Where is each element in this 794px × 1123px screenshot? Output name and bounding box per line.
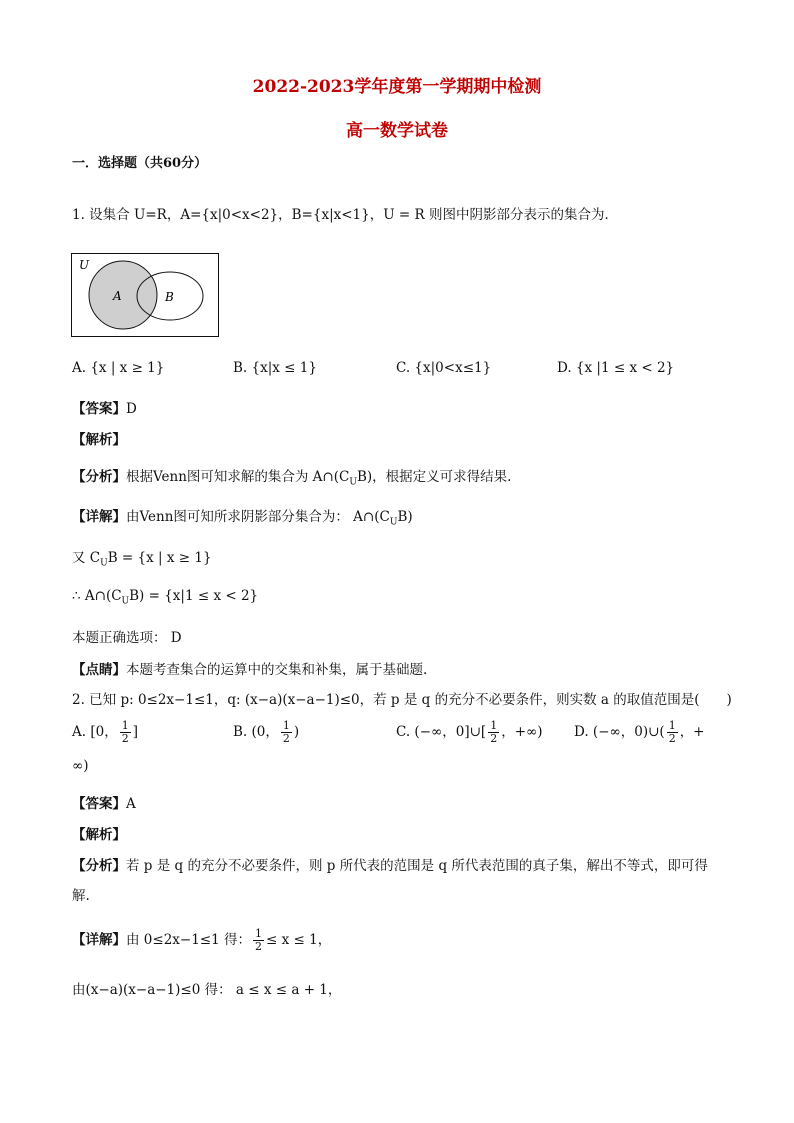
- section-heading: 一．选择题（共60分）: [72, 156, 208, 171]
- q1-derivation-line-1: [72, 546, 212, 569]
- q1-fenxi-tag: 【分析】: [72, 469, 126, 485]
- venn-label-a: A: [113, 289, 122, 303]
- q1-xiangjie-text: 由Venn图可知所求阴影部分集合为： A∩(C: [126, 509, 390, 525]
- venn-diagram: [71, 253, 219, 337]
- q1-line2-a: 又 C: [72, 550, 101, 566]
- venn-label-b: B: [165, 290, 174, 304]
- fraction-one-half: $\frac{1}{2}$: [121, 719, 129, 745]
- q1-line3-a: ∴ A∩(C: [72, 588, 122, 604]
- q2-xiangjie-post: ≤ x ≤ 1，: [266, 932, 332, 948]
- q2-option-a-post: ]: [132, 724, 138, 740]
- q2-option-b: [233, 720, 299, 745]
- q1-option-c: C. {x|0<x≤1}: [396, 360, 492, 376]
- q2-fenxi: [72, 854, 708, 874]
- venn-label-u: U: [79, 258, 90, 272]
- q1-xiangjie-sub: U: [389, 517, 398, 528]
- q2-derivation-line: 由(x−a)(x−a−1)≤0 得： a ≤ x ≤ a + 1，: [72, 982, 342, 998]
- q1-derivation-line-2: [72, 588, 258, 607]
- q2-xiangjie-tag: 【详解】: [72, 932, 126, 948]
- q1-analysis-tag: 【解析】: [72, 432, 126, 448]
- q1-xiangjie-tail: B): [397, 509, 413, 525]
- q2-option-b-post: ): [293, 724, 300, 740]
- q1-line2-sub: U: [100, 558, 108, 569]
- fraction-one-half: $\frac{1}{2}$: [282, 719, 290, 745]
- fraction-one-half: $\frac{1}{2}$: [255, 927, 262, 953]
- q1-stem-text: 1. 设集合 U=R，A={x|0<x<2}，B={x|x<1}，: [72, 207, 384, 223]
- page-title: 2022-2023学年度第一学期期中检测: [252, 77, 542, 97]
- q1-fenxi: [72, 465, 511, 488]
- q1-answer-tag: 【答案】: [72, 401, 126, 417]
- q1-fenxi-text: 根据Venn图可知求解的集合为 A∩(C: [126, 469, 350, 485]
- venn-set-a-circle: [89, 261, 157, 329]
- q1-option-b: B. {x|x ≤ 1}: [233, 360, 317, 376]
- q2-option-d-wrap: ∞): [72, 758, 89, 774]
- q1-xiangjie: [72, 505, 413, 528]
- q1-dianjing-text: 本题考查集合的运算中的交集和补集，属于基础题.: [126, 662, 428, 678]
- q2-xiangjie: [72, 928, 331, 953]
- q1-stem: [72, 203, 618, 223]
- q1-answer: [72, 397, 137, 417]
- fraction-one-half: $\frac{1}{2}$: [490, 719, 498, 745]
- q1-answer-value: D: [126, 401, 137, 417]
- q2-option-d-post: ，+: [679, 724, 705, 740]
- q2-option-d-pre: D. (−∞，0)∪(: [574, 724, 665, 740]
- q1-fenxi-tail: B)，根据定义可求得结果.: [356, 469, 512, 485]
- q2-answer-value: A: [126, 796, 136, 812]
- fraction-one-half: $\frac{1}{2}$: [668, 719, 676, 745]
- q1-option-d: D. {x |1 ≤ x < 2}: [557, 360, 675, 376]
- q1-stem-tail: U = R 则图中阴影部分表示的集合为．: [383, 207, 618, 223]
- q2-answer: [72, 792, 136, 812]
- q2-fenxi-wrap: 解.: [72, 888, 90, 904]
- q2-option-b-pre: B. (0，: [233, 724, 279, 740]
- q2-answer-tag: 【答案】: [72, 796, 126, 812]
- q2-xiangjie-pre: 由 0≤2x−1≤1 得：: [126, 932, 251, 948]
- q1-fenxi-sub: U: [349, 477, 357, 488]
- q1-correct-option: 本题正确选项： D: [72, 630, 182, 646]
- q2-fenxi-tag: 【分析】: [72, 858, 126, 874]
- q1-option-a: A. {x | x ≥ 1}: [72, 360, 165, 376]
- q2-fenxi-text: 若 p 是 q 的充分不必要条件，则 p 所代表的范围是 q 所代表范围的真子集，解出不等式，即可得: [126, 858, 708, 874]
- q2-option-c: [396, 720, 543, 745]
- q1-dianjing-tag: 【点睛】: [72, 662, 126, 678]
- q1-line2-b: B = {x | x ≥ 1}: [107, 550, 212, 566]
- q2-analysis-tag: 【解析】: [72, 827, 126, 843]
- q2-option-c-post: ，+∞): [501, 724, 543, 740]
- q2-option-c-pre: C. (−∞，0]∪[: [396, 724, 487, 740]
- q2-stem: 2. 已知 p: 0≤2x−1≤1，q: (x−a)(x−a−1)≤0，若 p 是 q 的充分不必要条件，则实数 a 的取值范围是( ): [72, 692, 732, 708]
- q1-line3-sub: U: [121, 596, 130, 607]
- page-subtitle: 高一数学试卷: [346, 121, 448, 141]
- q1-xiangjie-tag: 【详解】: [72, 509, 126, 525]
- q2-option-d: [574, 720, 705, 745]
- q1-dianjing: [72, 658, 427, 678]
- q1-line3-b: B) = {x|1 ≤ x < 2}: [129, 588, 259, 604]
- q2-option-a-pre: A. [0，: [72, 724, 118, 740]
- q2-option-a: [72, 720, 138, 745]
